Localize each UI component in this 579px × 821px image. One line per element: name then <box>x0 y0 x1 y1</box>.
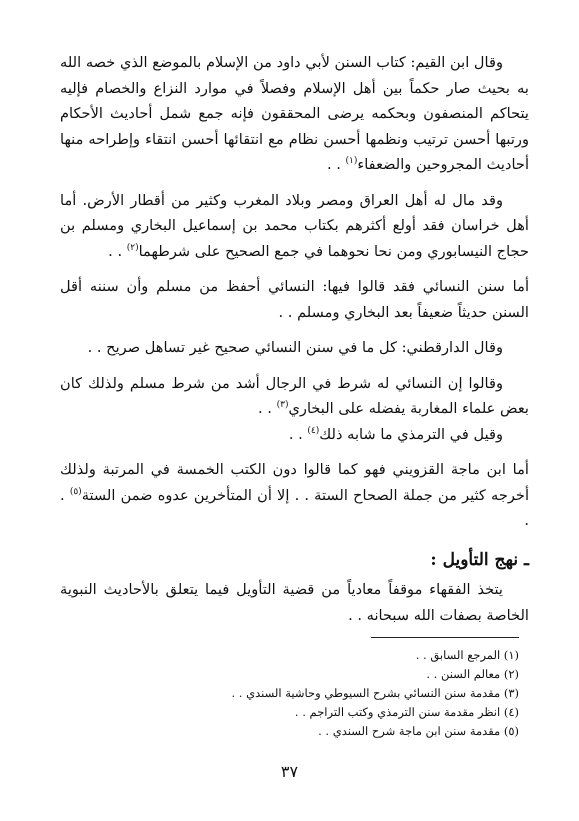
footnote-ref-4[interactable]: (٤) <box>307 425 320 436</box>
page-number: ٣٧ <box>280 762 299 781</box>
footnote-2: (٢) معالم السنن . . <box>426 667 519 681</box>
paragraph-nasai-conditions: وقالوا إن النسائي له شرط في الرجال أشد من شرط مسلم ولذلك كان بعض علماء المغاربة يفضله على البخاري$^{(٣)}$ . . <box>60 374 529 417</box>
footnote-3: (٣) مقدمة سنن النسائي بشرح السيوطي وحاشية السندي . . <box>231 686 519 700</box>
section-heading: ـ نهج التأويل : <box>430 549 529 570</box>
footnote-ref-1[interactable]: (١) <box>345 156 358 167</box>
footnotes <box>60 646 519 741</box>
paragraph-regions: وقد مال له أهل العراق ومصر وبلاد المغرب وكثير من أقطار الأرض. أما أهل خراسان فقد أولع أكثرهم بكتاب محمد بن إسماعيل البخاري ومسلم بن حجاج النيسابوري ومن نحا نحوهما في جمع الصحيح على شرطهما$^{(٢)}$ . . <box>60 191 529 260</box>
footnote-divider <box>371 637 519 638</box>
paragraph-nasai: أما سنن النسائي فقد قالوا فيها: النسائي أحفظ من مسلم وأن سننه أقل السنن حديثاً ضعيفاً بعد البخاري ومسلم . . <box>60 278 529 321</box>
footnote-1: (١) المرجع السابق . . <box>415 648 519 662</box>
paragraph-ibn-qayyim: وقال ابن القيم: كتاب السنن لأبي داود من الإسلام بالموضع الذي خصه الله به بحيث صار حكماً بين أهل الإسلام وفصلاً في موارد النزاع والخصام فإليه يتحاكم المنصفون وبحكمه يرضى المحققون فإنه جمع شمل أحاديث الأحكام ورتبها أحسن ترتيب ونظمها أحسن نظام مع انتقائها أحسن انتقاء وإطراحه منها أحاديث المجروحين والضعفاء$^{(١)}$ . . <box>60 54 529 173</box>
paragraph-ibn-majah: أما ابن ماجة القزويني فهو كما قالوا دون الكتب الخمسة في المرتبة ولذلك أخرجه كثير من جملة الصحاح الستة . . إلا أن المتأخرين عدوه ضمن الستة$^{(٥)}$ . . <box>60 461 530 529</box>
paragraph-tawil: يتخذ الفقهاء موقفاً معادياً من قضية التأويل فيما يتعلق بالأحاديث النبوية الخاصة بصفات الله سبحانه . . <box>60 581 529 624</box>
page-body <box>60 50 529 638</box>
footnote-4: (٤) انظر مقدمة سنن الترمذي وكتب التراجم . . <box>294 705 519 719</box>
footnote-ref-5[interactable]: (٥) <box>69 486 82 497</box>
footnote-5: (٥) مقدمة سنن ابن ماجة شرح السندي . . <box>318 724 519 738</box>
paragraph-daraqutni: وقال الدارقطني: كل ما في سنن النسائي صحيح غير تساهل صريح . . <box>87 339 503 356</box>
paragraph-tirmidhi: وقيل في الترمذي ما شابه ذلك$^{(٤)}$ . . <box>288 425 503 443</box>
footnote-ref-2[interactable]: (٢) <box>126 242 139 253</box>
footnote-ref-3[interactable]: (٣) <box>276 400 289 411</box>
